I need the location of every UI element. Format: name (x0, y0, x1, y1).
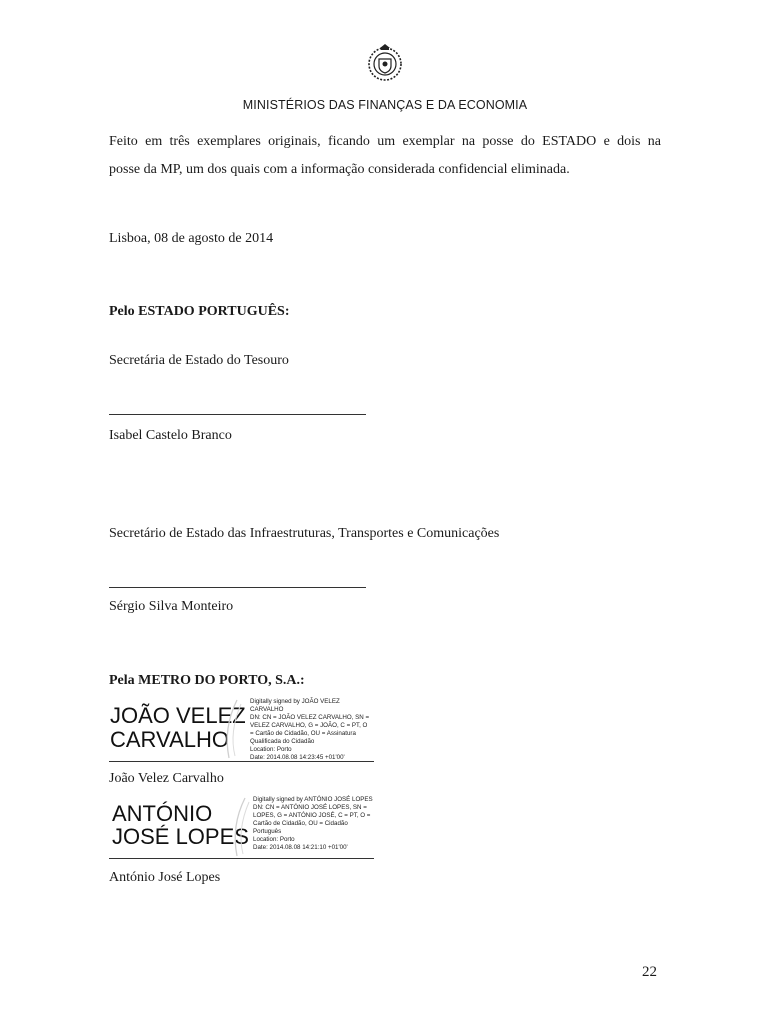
digital-signature-joao (109, 694, 374, 762)
signature-detail-line: Qualificada do Cidadão (250, 738, 315, 745)
signature-big-text: ANTÓNIO (112, 801, 213, 826)
signature-detail-line: DN: CN = ANTÓNIO JOSÉ LOPES, SN = (253, 804, 367, 811)
signature-line (109, 414, 366, 415)
signature-details (253, 796, 373, 852)
signature-detail-line: DN: CN = JOÃO VELEZ CARVALHO, SN = (250, 714, 370, 721)
signature-detail-line: LOPES, G = ANTÓNIO JOSÉ, C = PT, O = (253, 812, 371, 819)
metro-heading: Pela METRO DO PORTO, S.A.: (109, 673, 305, 688)
signature-detail-line: Location: Porto (250, 746, 292, 753)
paragraph-line: posse da MP, um dos quais com a informação considerada confidencial eliminada. (109, 162, 570, 177)
signature-detail-line: VELEZ CARVALHO, G = JOÃO, C = PT, O (250, 722, 368, 729)
closing-paragraph (109, 128, 661, 184)
signature-detail-line: CARVALHO (250, 706, 284, 713)
signature-detail-line: Português (253, 828, 282, 835)
signatory-name: Sérgio Silva Monteiro (109, 599, 234, 614)
state-heading: Pelo ESTADO PORTUGUÊS: (109, 304, 290, 319)
signature-detail-line: Location: Porto (253, 836, 295, 843)
signature-details (250, 698, 369, 762)
signatory-name: António José Lopes (109, 870, 221, 885)
signatory-name: João Velez Carvalho (109, 771, 224, 786)
signature-detail-line: = Cartão de Cidadão, OU = Assinatura (250, 730, 356, 737)
signature-big-text: CARVALHO (110, 727, 230, 752)
signature-detail-line: Date: 2014.08.08 14:21:10 +01'00' (253, 844, 348, 851)
signatory-role: Secretário de Estado das Infraestruturas, Transportes e Comunicações (109, 526, 500, 541)
signature-detail-line: Cartão de Cidadão, OU = Cidadão (253, 820, 348, 827)
page-number: 22 (642, 964, 657, 980)
signature-line (109, 761, 374, 762)
coat-of-arms-emblem-icon (364, 42, 406, 84)
signature-line (109, 858, 374, 859)
signatory-name: Isabel Castelo Branco (109, 428, 232, 443)
ministry-header: MINISTÉRIOS DAS FINANÇAS E DA ECONOMIA (242, 98, 528, 112)
signature-line (109, 587, 366, 588)
signature-watermark-icon (227, 796, 251, 858)
signatory-role: Secretária de Estado do Tesouro (109, 353, 289, 368)
signature-big-text: JOÃO VELEZ (110, 703, 246, 728)
place-date: Lisboa, 08 de agosto de 2014 (109, 231, 274, 246)
signature-detail-line: Date: 2014.08.08 14:23:45 +01'00' (250, 754, 345, 761)
signature-watermark-icon (219, 698, 243, 760)
digital-signature-antonio (109, 792, 374, 860)
paragraph-line: Feito em três exemplares originais, ficando um exemplar na posse do ESTADO e dois na (109, 134, 661, 149)
signature-big-text: JOSÉ LOPES (112, 824, 249, 849)
signature-detail-line: Digitally signed by JOÃO VELEZ (250, 698, 340, 705)
signature-detail-line: Digitally signed by ANTÓNIO JOSÉ LOPES (253, 796, 373, 803)
